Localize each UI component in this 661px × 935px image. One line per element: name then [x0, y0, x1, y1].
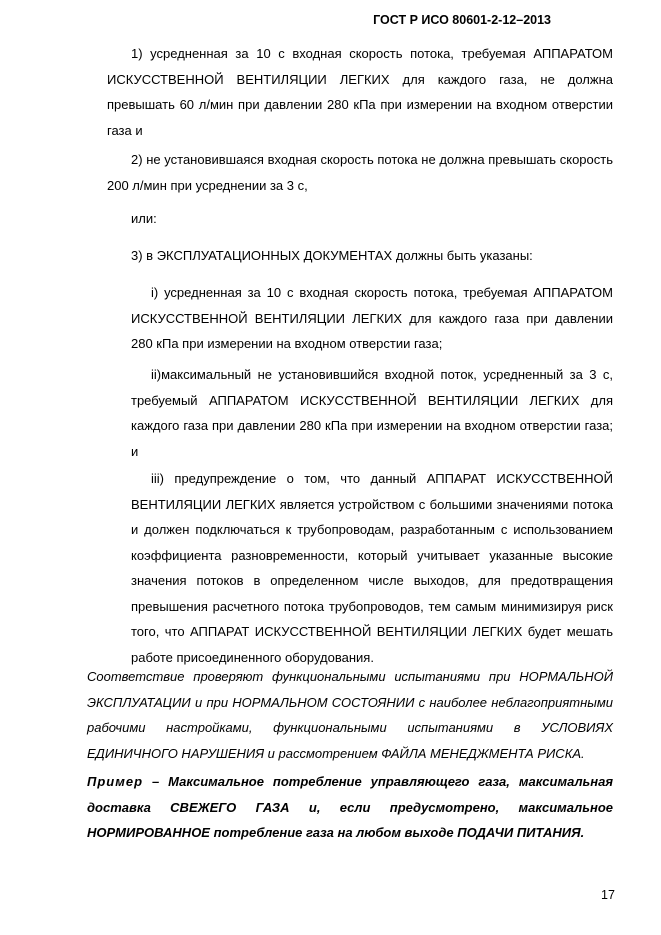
- item-2: 2) не установившаяся входная скорость потока не должна превышать скорость 200 л/мин при усреднении за 3 с,: [107, 152, 613, 193]
- item-1: 1) усредненная за 10 с входная скорость потока, требуемая АППАРАТОМ ИСКУССТВЕННОЙ ВЕНТИЛЯЦИИ ЛЕГКИХ для каждого газа, не должна превышать 60 л/мин при давлении 280 кПа при измерении на входном отверстии газа и: [107, 46, 613, 138]
- example-paragraph: [87, 769, 613, 846]
- example-text: – Максимальное потребление управляющего газа, максимальная доставка СВЕЖЕГО ГАЗА и, если предусмотрено, максимальное НОРМИРОВАННОЕ потребление газа на любом выходе ПОДАЧИ ПИТАНИЯ.: [87, 774, 613, 840]
- item-3: 3) в ЭКСПЛУАТАЦИОННЫХ ДОКУМЕНТАХ должны быть указаны:: [131, 248, 533, 263]
- document-header: ГОСТ Р ИСО 80601-2-12–2013: [373, 13, 551, 27]
- or-text: или:: [131, 211, 157, 226]
- sub-item-i: i) усредненная за 10 с входная скорость потока, требуемая АППАРАТОМ ИСКУССТВЕННОЙ ВЕНТИЛЯЦИИ ЛЕГКИХ для каждого газа при давлении 280 кПа при измерении на входном отверстии газа;: [131, 285, 613, 351]
- sub-item-ii: ii)максимальный не установившийся входной поток, усредненный за 3 с, требуемый АППАРАТОМ ИСКУССТВЕННОЙ ВЕНТИЛЯЦИИ ЛЕГКИХ для каждого газа при давлении 280 кПа при измерении на входном отверстии газа; и: [131, 367, 613, 459]
- compliance-paragraph: Соответствие проверяют функциональными испытаниями при НОРМАЛЬНОЙ ЭКСПЛУАТАЦИИ и при НОРМАЛЬНОМ СОСТОЯНИИ с наиболее неблагоприятными рабочими настройками, функциональными испытаниями в УСЛОВИЯХ ЕДИНИЧНОГО НАРУШЕНИЯ и рассмотрением ФАЙЛА МЕНЕДЖМЕНТА РИСКА.: [87, 669, 613, 761]
- sub-item-iii: iii) предупреждение о том, что данный АППАРАТ ИСКУССТВЕННОЙ ВЕНТИЛЯЦИИ ЛЕГКИХ является устройством с большими значениями потока и должен подключаться к трубопроводам, разработанным с использованием коэффициента разновременности, который учитывает указанные высокие значения потоков в определенном числе выходов, для предотвращения превышения расчетного потока трубопроводов, тем самым минимизируя риск того, что АППАРАТ ИСКУССТВЕННОЙ ВЕНТИЛЯЦИИ ЛЕГКИХ будет мешать работе присоединенного оборудования.: [131, 471, 613, 665]
- example-label: Пример: [87, 774, 144, 789]
- page-number: 17: [601, 888, 615, 902]
